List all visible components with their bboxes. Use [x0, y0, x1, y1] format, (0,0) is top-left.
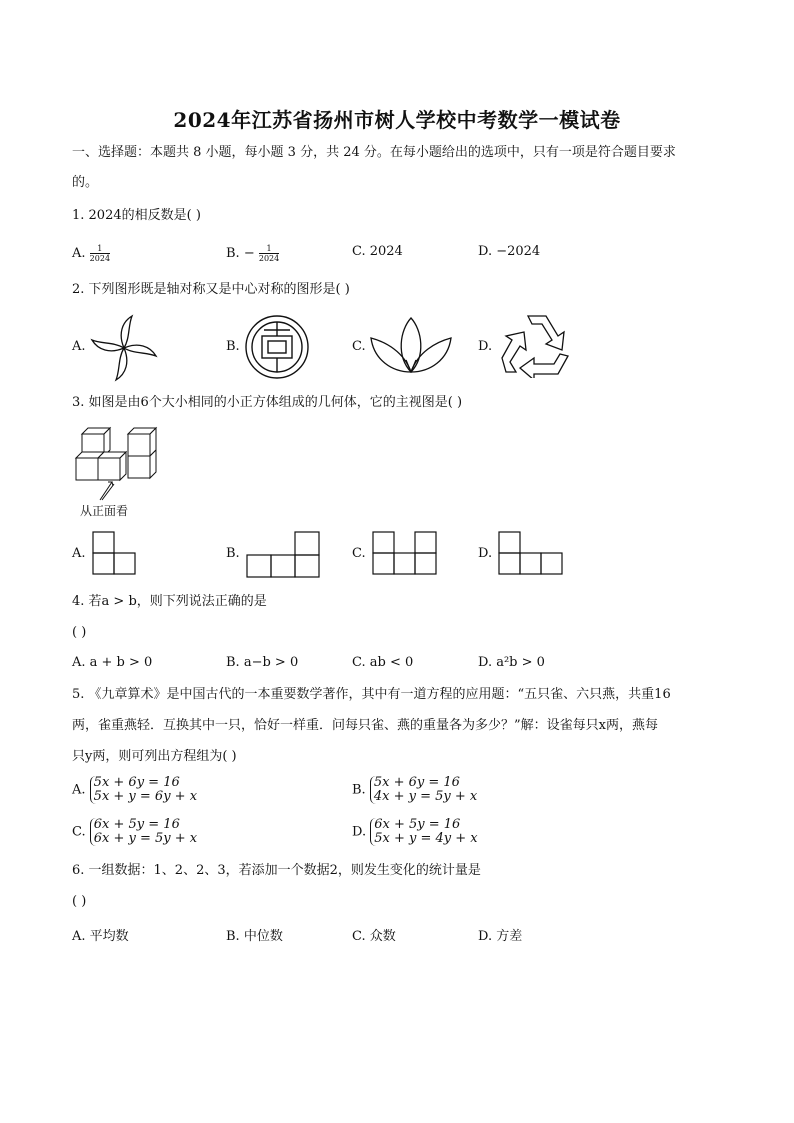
recycle-figure-icon	[498, 312, 570, 378]
q5-c-equation-2: 6x + y = 5y + x	[93, 831, 198, 846]
q1-option-d[interactable]: D. −2024	[478, 244, 541, 259]
q3-option-b[interactable]: B.	[226, 546, 240, 561]
q5-d-equation-2: 5x + y = 4y + x	[374, 831, 478, 846]
q2-option-b[interactable]: B.	[226, 339, 240, 354]
q5-line-1: 5. 《九章算术》是中国古代的一本重要数学著作，其中有一道方程的应用题：“五只雀、六只燕，共重16	[72, 687, 671, 702]
q3-a-view-icon	[92, 530, 138, 576]
q1-option-a-fraction	[90, 244, 110, 263]
q5-option-d-system	[370, 818, 477, 846]
q1-option-a[interactable]	[72, 244, 110, 263]
q1-a-numerator: 1	[90, 244, 110, 254]
q5-option-c-label: C.	[72, 824, 86, 840]
q2-option-c[interactable]: C.	[352, 339, 366, 354]
q4-option-d[interactable]: D. a²b > 0	[478, 655, 545, 670]
q5-option-a-label: A.	[72, 782, 86, 798]
q5-option-c-system	[90, 818, 197, 846]
pinwheel-figure-icon	[88, 312, 160, 384]
q3-c-view-icon	[372, 530, 438, 576]
q5-option-b-system	[370, 776, 477, 804]
q1-option-c[interactable]: C. 2024	[352, 244, 403, 259]
q6-option-a[interactable]: A. 平均数	[72, 929, 129, 944]
lotus-figure-icon	[370, 316, 452, 374]
q6-paren: ( )	[72, 894, 87, 909]
q2-option-a[interactable]: A.	[72, 339, 86, 354]
q4-stem: 4. 若a > b，则下列说法正确的是	[72, 594, 267, 609]
q6-option-c[interactable]: C. 众数	[352, 929, 396, 944]
cube-solid-figure-icon	[72, 420, 162, 504]
q5-line-2: 两，雀重燕轻．互换其中一只，恰好一样重．问每只雀、燕的重量各为多少？”解：设雀每只x两，燕每	[72, 718, 658, 733]
q5-b-equation-1: 5x + 6y = 16	[373, 775, 460, 790]
q3-b-view-icon	[246, 530, 322, 578]
q5-b-equation-2: 4x + y = 5y + x	[373, 789, 478, 804]
q5-option-b-label: B.	[352, 782, 366, 798]
q5-a-equation-1: 5x + 6y = 16	[93, 775, 180, 790]
q3-option-d[interactable]: D.	[478, 546, 493, 561]
q4-paren: ( )	[72, 625, 87, 640]
q6-option-d[interactable]: D. 方差	[478, 929, 523, 944]
q1-b-denominator: 2024	[258, 254, 280, 263]
q4-option-c[interactable]: C. ab < 0	[352, 655, 414, 670]
page-title: 2024年江苏省扬州市树人学校中考数学一模试卷	[173, 108, 621, 132]
q1-b-numerator: 1	[259, 244, 279, 254]
q5-line-3: 只y两，则可列出方程组为( )	[72, 749, 237, 764]
q5-option-d-label: D.	[352, 824, 367, 840]
q3-option-a[interactable]: A.	[72, 546, 86, 561]
q1-a-denominator: 2024	[89, 254, 111, 263]
q5-option-d[interactable]	[352, 818, 478, 846]
section-line-1: 一、选择题：本题共 8 小题，每小题 3 分，共 24 分。在每小题给出的选项中，只有一项是符合题目要求	[72, 145, 676, 160]
q1-option-b[interactable]	[226, 244, 279, 263]
q5-option-c[interactable]	[72, 818, 197, 846]
q5-option-b[interactable]	[352, 776, 477, 804]
q6-option-b[interactable]: B. 中位数	[226, 929, 283, 944]
q1-stem: 1. 2024的相反数是( )	[72, 208, 201, 223]
q3-option-c[interactable]: C.	[352, 546, 366, 561]
front-view-label: 从正面看	[80, 504, 129, 518]
q2-option-d[interactable]: D.	[478, 339, 493, 354]
q1-option-b-sign: −	[243, 246, 255, 261]
section-instructions	[72, 138, 722, 198]
coin-figure-icon	[244, 314, 310, 380]
q1-option-b-fraction	[259, 244, 279, 263]
q6-stem: 6. 一组数据：1、2、2、3，若添加一个数据2，则发生变化的统计量是	[72, 863, 481, 878]
q5-c-equation-1: 6x + 5y = 16	[93, 817, 180, 832]
q5-option-a[interactable]	[72, 776, 197, 804]
q1-option-a-label: A.	[72, 246, 86, 261]
q1-option-b-label: B.	[226, 246, 240, 261]
q3-stem: 3. 如图是由6个大小相同的小正方体组成的几何体，它的主视图是( )	[72, 395, 463, 410]
section-line-2: 的。	[72, 175, 99, 190]
q4-option-b[interactable]: B. a−b > 0	[226, 655, 299, 670]
q5-d-equation-1: 6x + 5y = 16	[374, 817, 461, 832]
q5-a-equation-2: 5x + y = 6y + x	[93, 789, 198, 804]
q2-stem: 2. 下列图形既是轴对称又是中心对称的图形是( )	[72, 282, 350, 297]
q5-option-a-system	[90, 776, 197, 804]
q3-d-view-icon	[498, 530, 566, 576]
q4-option-a[interactable]: A. a + b > 0	[72, 655, 153, 670]
